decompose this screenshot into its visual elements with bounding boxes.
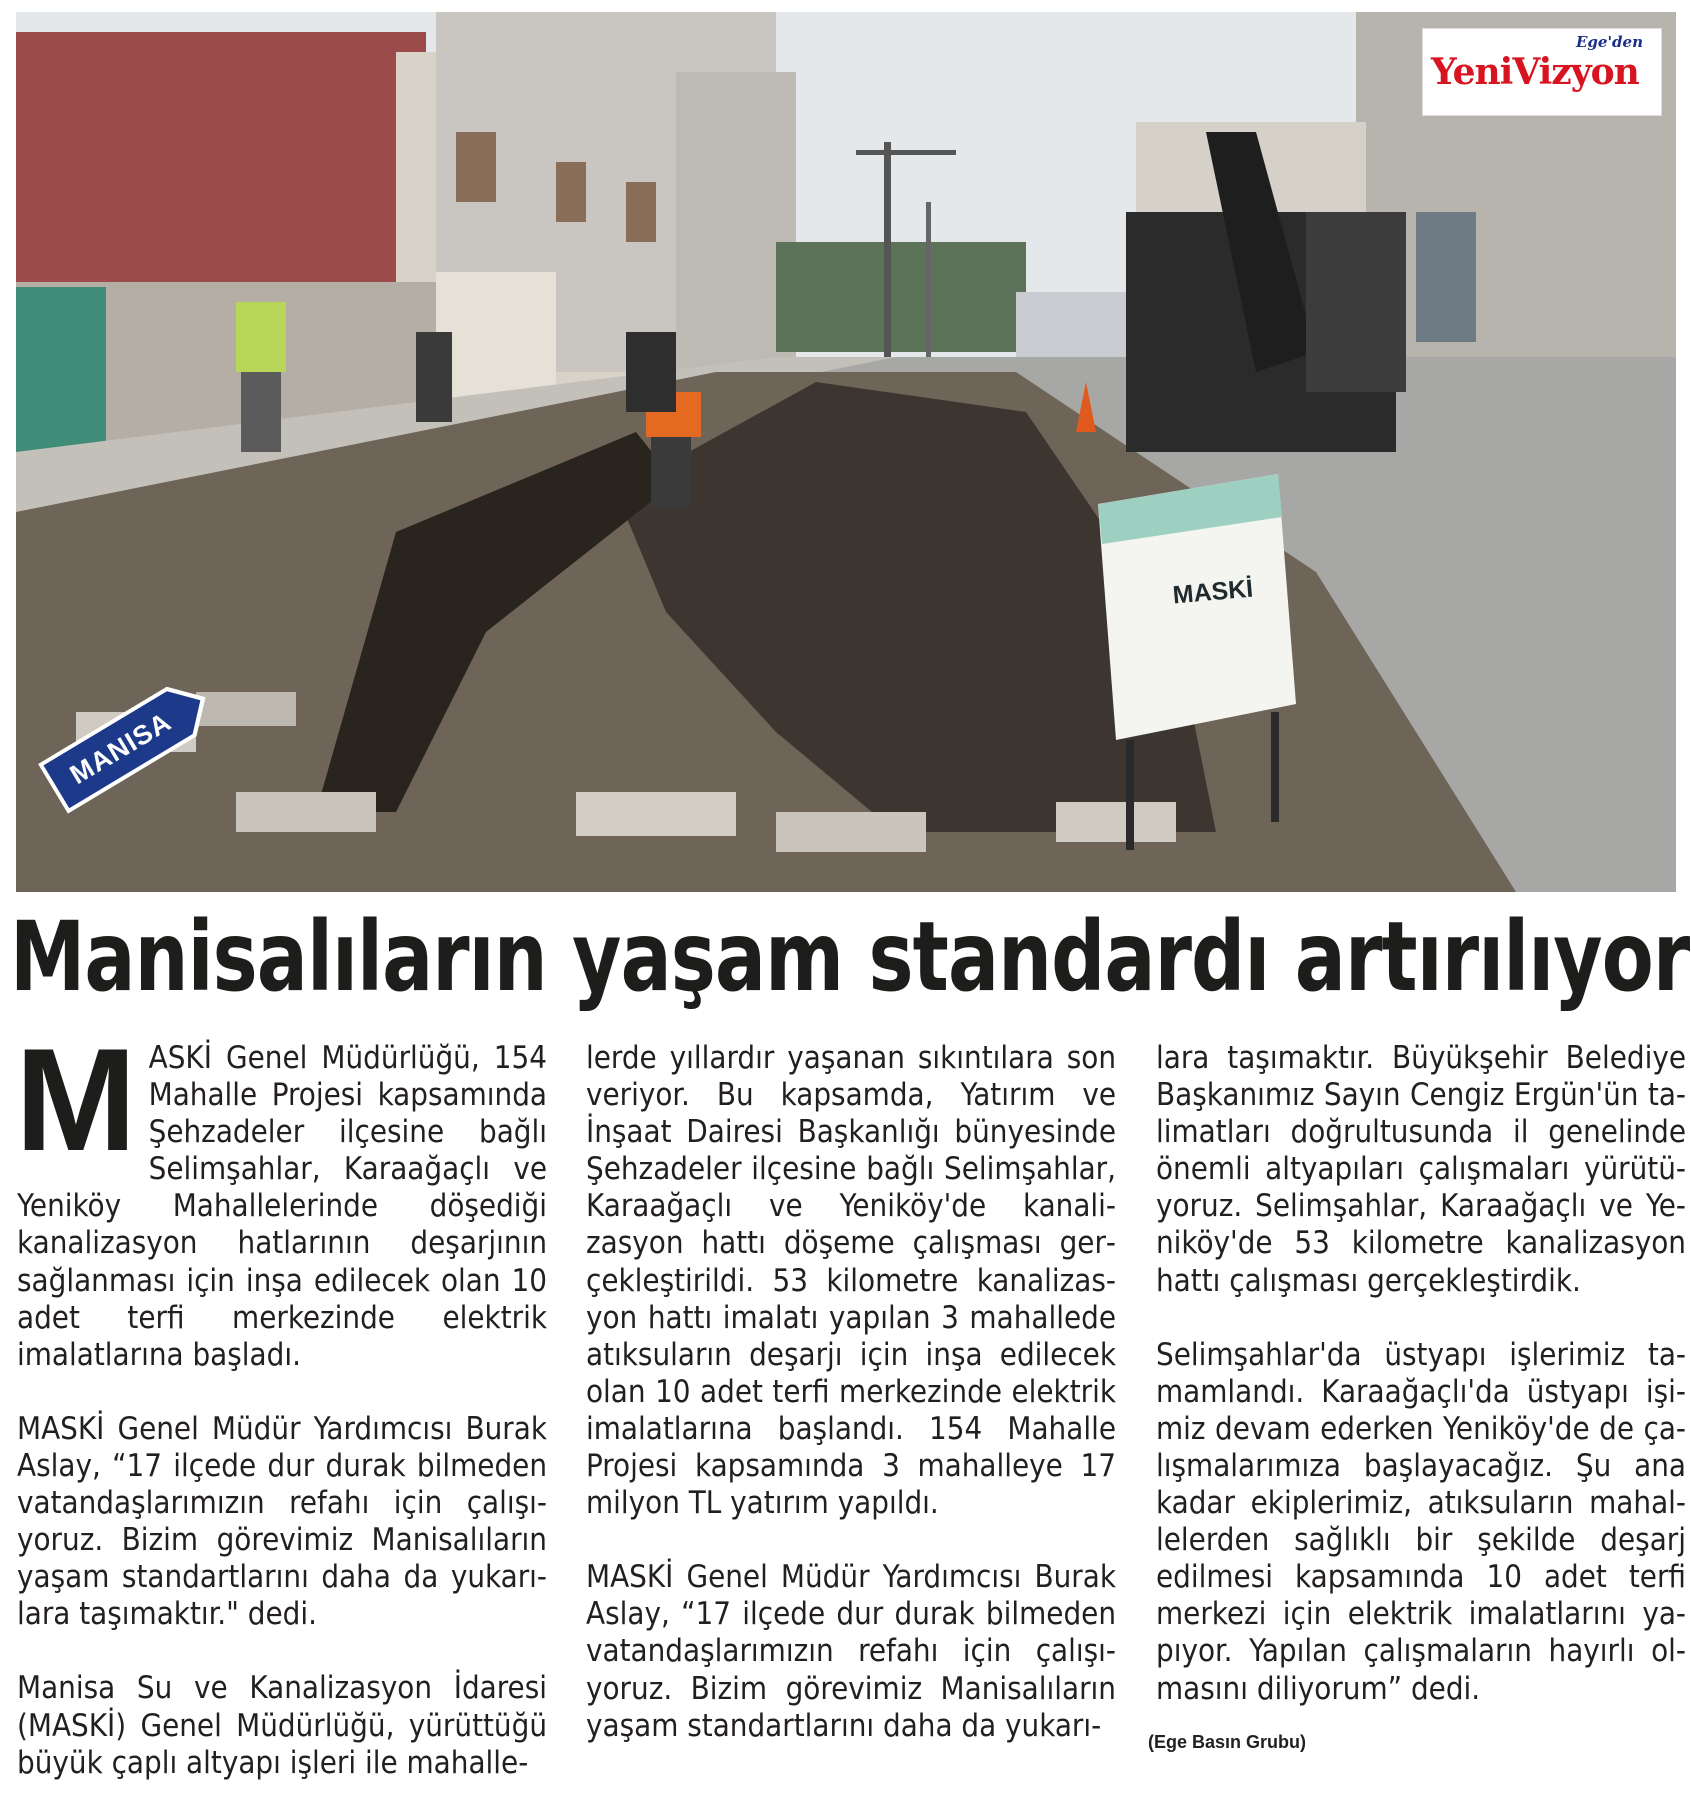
article-column-2 [586, 1040, 1116, 1782]
article-paragraph: lara taşımaktır. Büyükşehir Belediye Başkanımız Sayın Cengiz Ergün'ün talimatları doğrultusunda il genelinde önemli altyapıları çalışmaları yürütüyoruz. Selimşahlar, Karaağaçlı ve Yeniköy'de 53 kilometre kanalizasyon hattı çalışması gerçekleştirdik. [1156, 1040, 1686, 1299]
headline: Manisalıların yaşam standardı artırılıyor [10, 901, 1690, 1013]
paragraph-text: ASKİ Genel Müdürlüğü, 154 Mahalle Projesi kapsamında Şehzadeler ilçesine bağlı Selimşahlar, Karaağaçlı ve Yeniköy Mahallelerinde döşediği kanalizasyon hatlarının deşarjının sağlanması için inşa edilecek olan 10 adet terfi merkezinde elektrik imalatlarına başladı. [17, 1040, 547, 1373]
article-paragraph: lerde yıllardır yaşanan sıkıntılara son veriyor. Bu kapsamda, Yatırım ve İnşaat Dairesi Başkanlığı bünyesinde Şehzadeler ilçesine bağlı Selimşahlar, Karaağaçlı ve Yeniköy'de kanalizasyon hattı döşeme çalışması gerçekleştirildi. 53 kilometre kanalizasyon hattı imalatı yapılan 3 mahallede atıksuların deşarjı için inşa edilecek olan 10 adet terfi merkezinde elektrik imalatlarına başlandı. 154 Mahalle Projesi kapsamında 3 mahalleye 17 milyon TL yatırım yapıldı. [586, 1040, 1116, 1522]
logo-brand-word: YeniVizyon [1431, 51, 1639, 93]
yeni-vizyon-logo [1422, 28, 1662, 116]
article-paragraph [15, 1018, 547, 1374]
sign-board-label: MASKİ [1171, 574, 1255, 610]
source-credit: (Ege Basın Grubu) [1148, 1732, 1307, 1752]
logo-ege-label: Ege'den [1576, 33, 1643, 51]
article-paragraph: Selimşahlar'da üstyapı işlerimiz tamamlandı. Karaağaçlı'da üstyapı işimiz devam ederken Yeniköy'de de çalışmalarımıza başlayacağız. Şu ana kadar ekiplerimiz, atıksuların mahallelerden sağlıklı bir şekilde deşarj edilmesi kapsamında 10 adet terfi merkezi için elektrik imalatlarını yapıyor. Yapılan çalışmaların hayırlı olmasını diliyorum” dedi. [1156, 1336, 1686, 1707]
article-paragraph: MASKİ Genel Müdür Yardımcısı Burak Aslay, “17 ilçede dur durak bilmeden vatandaşlarımızın refahı için çalışıyoruz. Bizim görevimiz Manisalıların yaşam standartlarını daha da yukarı- [586, 1559, 1116, 1744]
drop-cap: M [15, 1018, 137, 1181]
article-column-3 [1156, 1040, 1686, 1745]
news-photo [16, 12, 1676, 892]
article-paragraph: MASKİ Genel Müdür Yardımcısı Burak Aslay, “17 ilçede dur durak bilmeden vatandaşlarımızın refahı için çalışıyoruz. Bizim görevimiz Manisalıların yaşam standartlarını daha da yukarılara taşımaktır." dedi. [17, 1410, 547, 1633]
city-sign-label: MANISA [64, 705, 177, 790]
article-paragraph: Manisa Su ve Kanalizasyon İdaresi (MASKİ) Genel Müdürlüğü, yürüttüğü büyük çaplı altyapı işleri ile mahalle- [17, 1670, 547, 1781]
article-column-1 [15, 1018, 547, 1819]
street-excavation-illustration [16, 12, 1676, 892]
